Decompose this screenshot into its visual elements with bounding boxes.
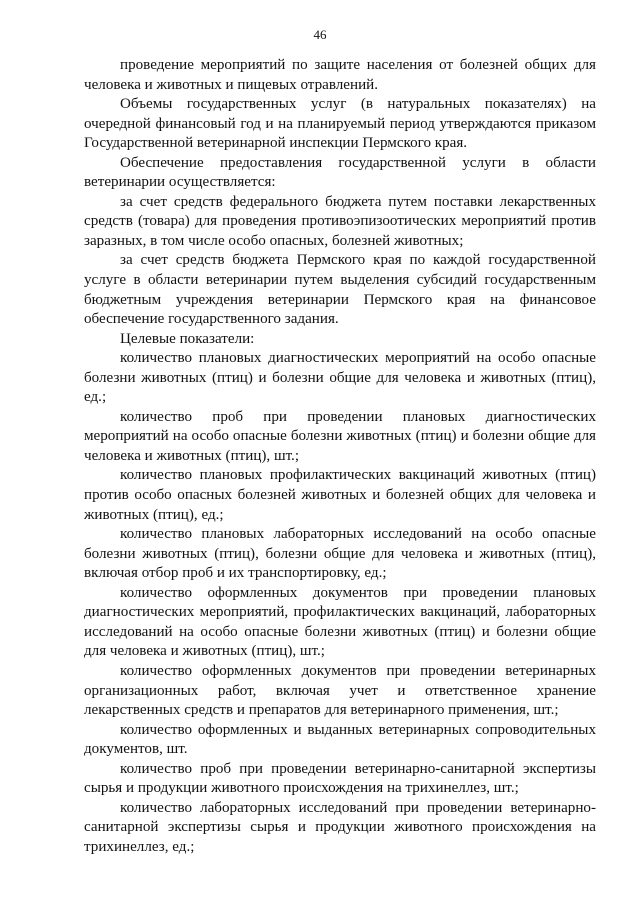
- paragraph-federal-budget: за счет средств федерального бюджета путем поставки лекарственных средств (товара) для проведения противоэпизоотических мероприятий против заразных, в том числе особо опасных, болезней животных;: [84, 193, 596, 249]
- paragraph-funding-intro: Обеспечение предоставления государственной услуги в области ветеринарии осуществляется:: [84, 154, 596, 191]
- paragraph-service-volumes: Объемы государственных услуг (в натуральных показателях) на очередной финансовый год и на планируемый период утверждаются приказом Государственной ветеринарной инспекции Пермского края.: [84, 96, 596, 152]
- paragraph-indicator-4: количество плановых лабораторных исследований на особо опасные болезни животных (птиц), болезни общие для человека и животных (птиц), включая отбор проб и их транспортировку, ед.;: [84, 526, 596, 582]
- paragraph-continuation: проведение мероприятий по защите населения от болезней общих для человека и животных и пищевых отравлений.: [84, 57, 596, 93]
- paragraph-indicator-5: количество оформленных документов при проведении плановых диагностических мероприятий, профилактических вакцинаций, лабораторных исследований на особо опасные болезни животных (птиц) и болезни общие для человека и животных (птиц), шт.;: [84, 584, 596, 660]
- paragraph-indicator-2: количество проб при проведении плановых диагностических мероприятий на особо опасные болезни животных (птиц) и болезни общие для человека и животных (птиц), шт.;: [84, 408, 596, 464]
- paragraph-indicator-1: количество плановых диагностических мероприятий на особо опасные болезни животных (птиц) и болезни общие для человека и животных (птиц), ед.;: [84, 350, 596, 406]
- paragraph-indicator-9: количество лабораторных исследований при проведении ветеринарно-санитарной экспертизы сырья и продукции животного происхождения на трихинеллез, ед.;: [84, 799, 596, 855]
- paragraph-indicator-8: количество проб при проведении ветеринарно-санитарной экспертизы сырья и продукции животного происхождения на трихинеллез, шт.;: [84, 760, 596, 797]
- paragraph-regional-budget: за счет средств бюджета Пермского края по каждой государственной услуге в области ветеринарии путем выделения субсидий государственным бюджетным учреждения ветеринарии Пермского края на финансовое обеспечение государственного задания.: [84, 252, 596, 328]
- paragraph-targets-heading: Целевые показатели:: [120, 330, 255, 347]
- paragraph-indicator-7: количество оформленных и выданных ветеринарных сопроводительных документов, шт.: [84, 721, 596, 758]
- paragraph-indicator-3: количество плановых профилактических вакцинаций животных (птиц) против особо опасных болезней животных и болезней общих для человека и животных (птиц), ед.;: [84, 467, 596, 523]
- page-number: 46: [313, 27, 327, 42]
- body-text: [84, 56, 596, 857]
- paragraph-indicator-6: количество оформленных документов при проведении ветеринарных организационных работ, включая учет и ответственное хранение лекарственных средств и препаратов для ветеринарного применения, шт.;: [84, 662, 596, 719]
